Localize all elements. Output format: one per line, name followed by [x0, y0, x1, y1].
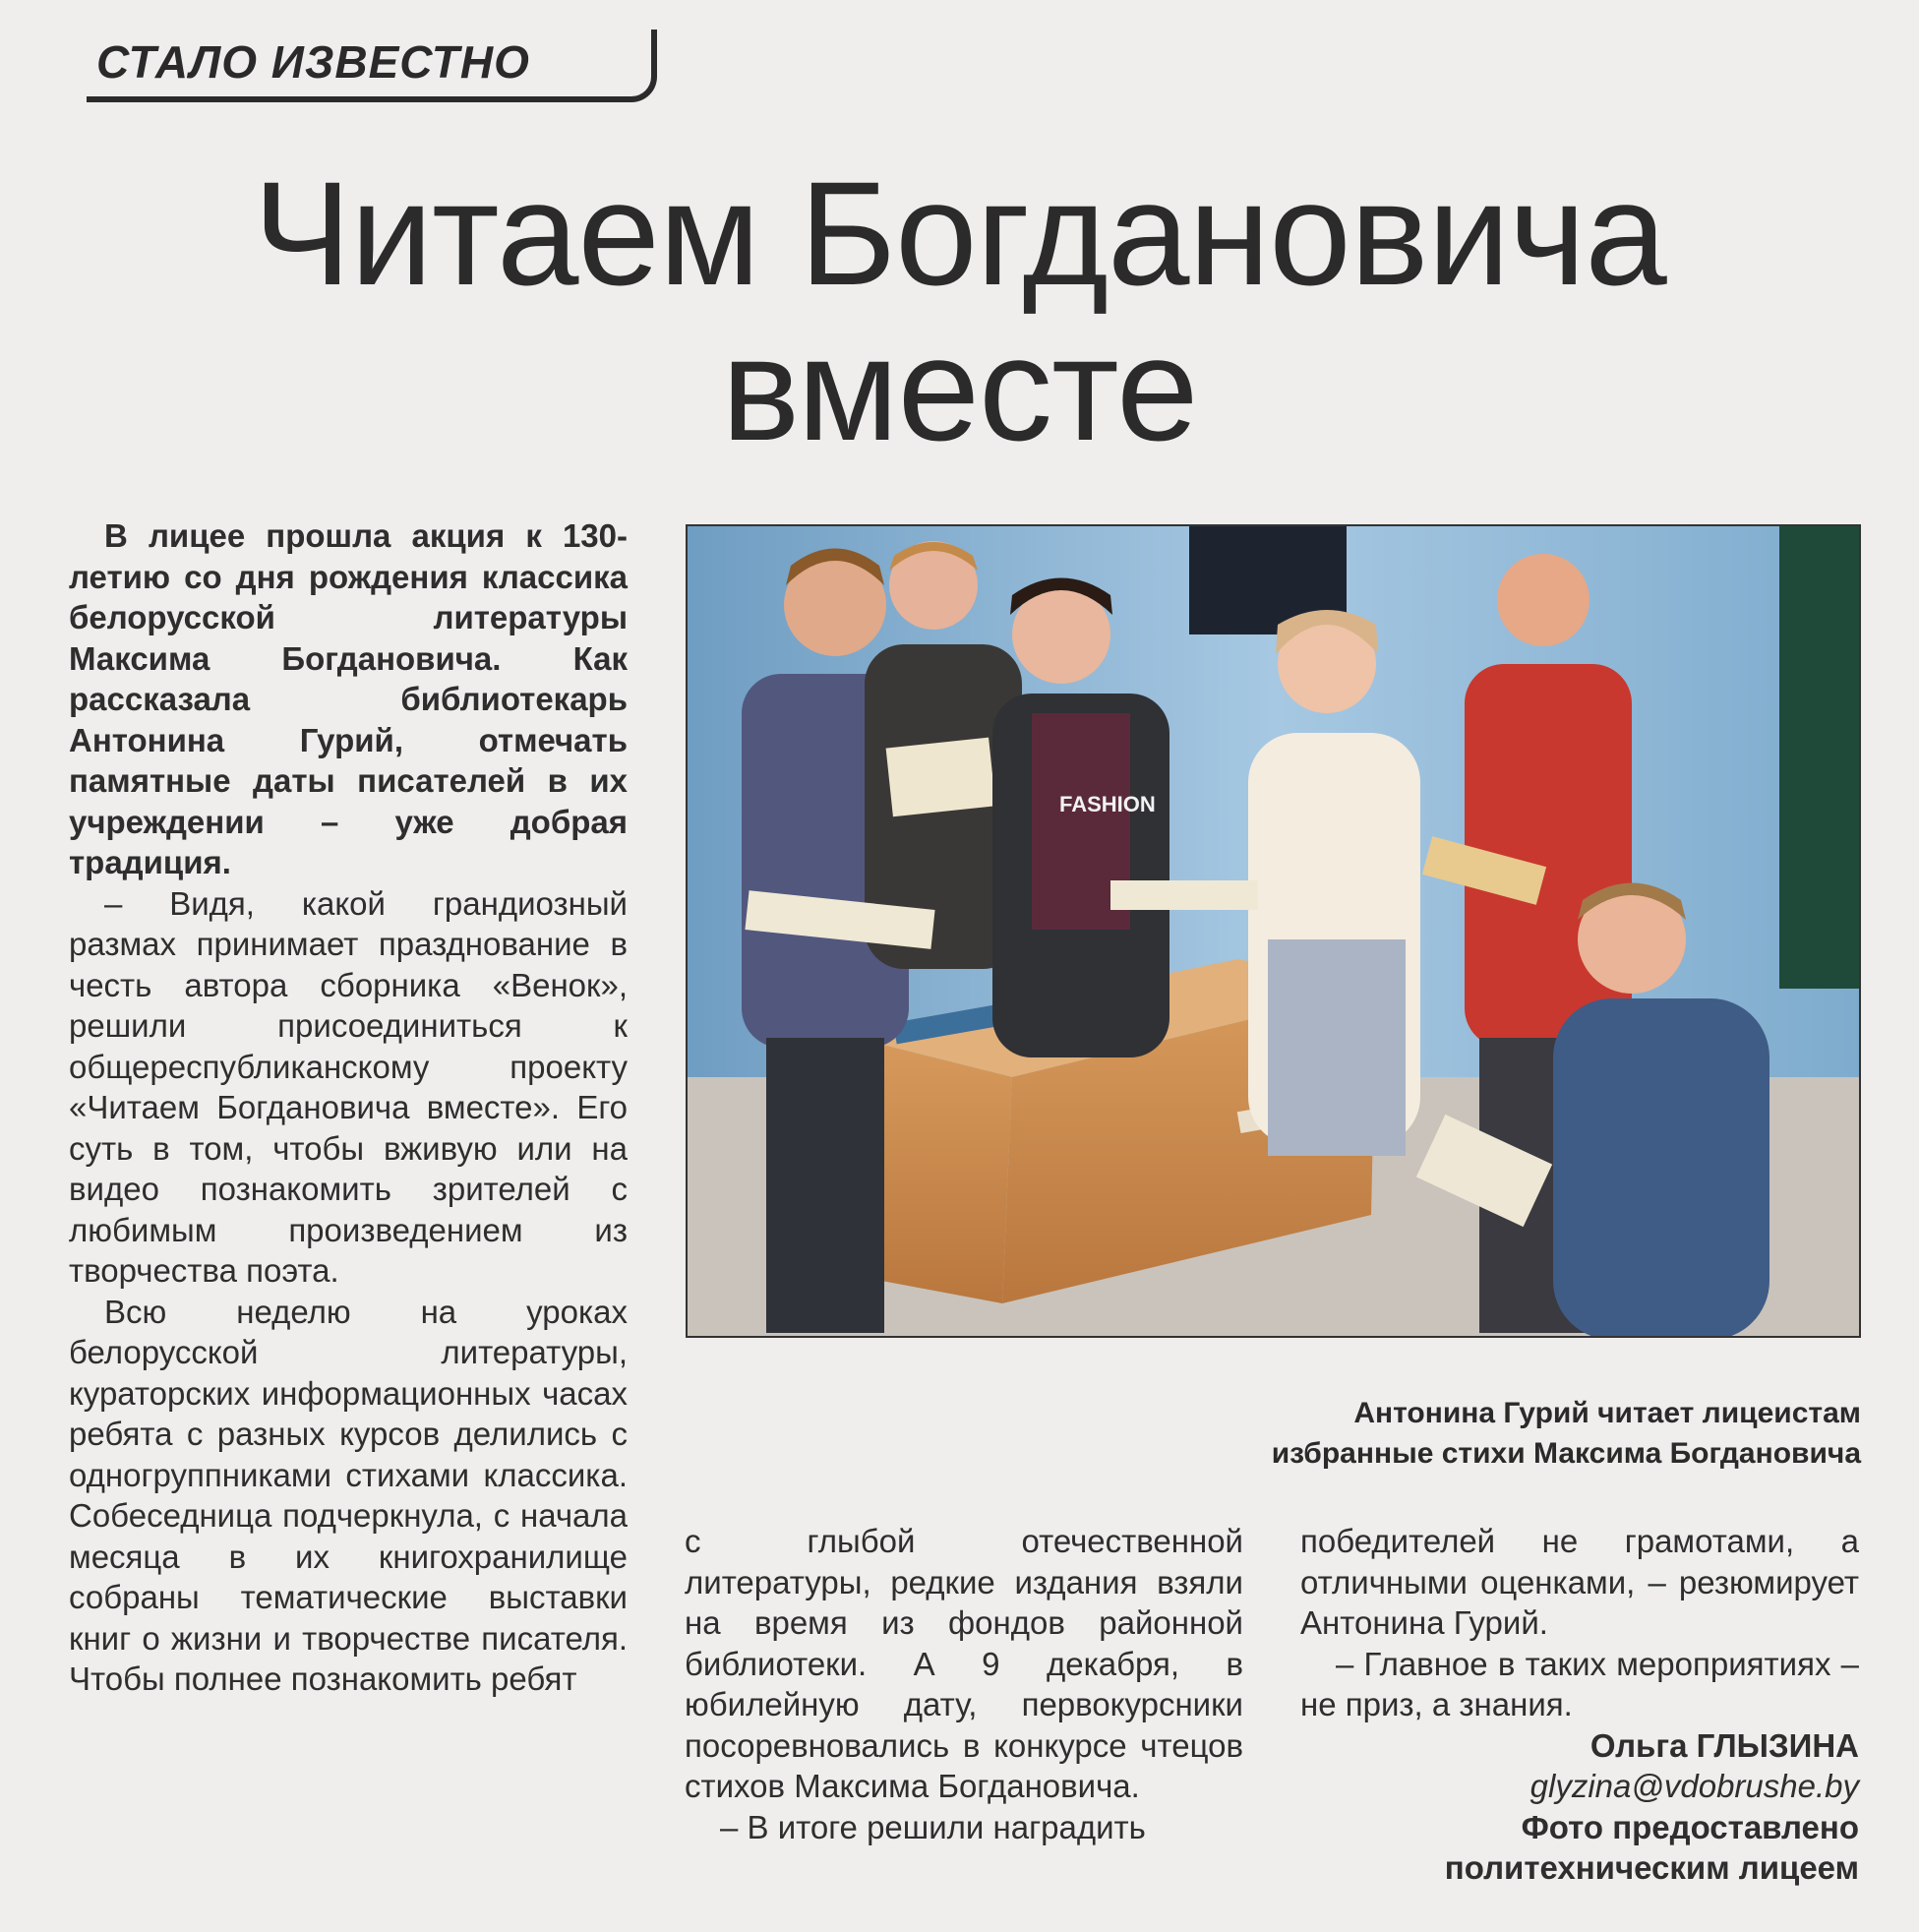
paragraph-continued-2: победителей не грамотами, а отличными оценками, – резюмирует Антонина Гурий. [1300, 1523, 1859, 1641]
column-1 [69, 515, 628, 1700]
headline-line-2: вместе [721, 306, 1198, 471]
article-photo [686, 524, 1861, 1338]
photo-caption [1082, 1393, 1861, 1474]
caption-line-2: избранные стихи Максима Богдановича [1271, 1437, 1861, 1470]
column-2 [685, 1521, 1243, 1847]
chalkboard [1779, 526, 1861, 989]
photo-credit-2: политехническим лицеем [1444, 1849, 1859, 1886]
article-lead: В лицее прошла акция к 130-летию со дня рождения классика белорусской литературы Максима Богдановича. Как рассказала библиотекарь Антонина Гурий, отмечать памятные даты писателей в их учреждении – уже добрая традиция. [69, 517, 628, 880]
shirt-text: FASHION [1059, 792, 1156, 816]
signature-block [1300, 1725, 1859, 1889]
column-3 [1300, 1521, 1859, 1889]
caption-line-1: Антонина Гурий читает лицеистам [1353, 1397, 1861, 1429]
paragraph-quote-3: – Главное в таких мероприятиях – не приз, а знания. [1300, 1645, 1859, 1722]
paragraph-quote-2: – В итоге решили наградить [720, 1808, 1146, 1845]
author-name: Ольга ГЛЫЗИНА [1589, 1726, 1859, 1764]
article-headline [0, 151, 1919, 471]
rubric-tag [87, 30, 657, 102]
paragraph-continued: с глыбой отечественной литературы, редкие издания взяли на время из фондов районной библиотеки. А 9 декабря, в юбилейную дату, первокурсники посоревновались в конкурсе чтецов стихов Максима Богдановича. [685, 1523, 1243, 1804]
paragraph-quote-1: – Видя, какой грандиозный размах принимает празднование в честь автора сборника «Венок», решили присоединиться к общереспубликанскому проекту «Читаем Богдановича вместе». Его суть в том, чтобы вживую или на видео познакомить зрителей с любимым произведением из творчества поэта. [69, 884, 628, 1289]
photo-credit-1: Фото предоставлено [1521, 1808, 1859, 1845]
photo-illustration [688, 526, 1861, 1338]
headline-line-1: Читаем Богдановича [253, 151, 1666, 316]
rubric-label: СТАЛО ИЗВЕСТНО [96, 36, 530, 88]
paragraph-week: Всю неделю на уроках белорусской литературы, кураторских информационных часах ребята с разных курсов делились с одногруппниками стихами классика. Собеседница подчеркнула, с начала месяца в их книгохранилище собраны тематические выставки книг о жизни и творчестве писателя. Чтобы полнее познакомить ребят [69, 1293, 628, 1697]
author-email: glyzina@vdobrushe.by [1529, 1768, 1859, 1804]
